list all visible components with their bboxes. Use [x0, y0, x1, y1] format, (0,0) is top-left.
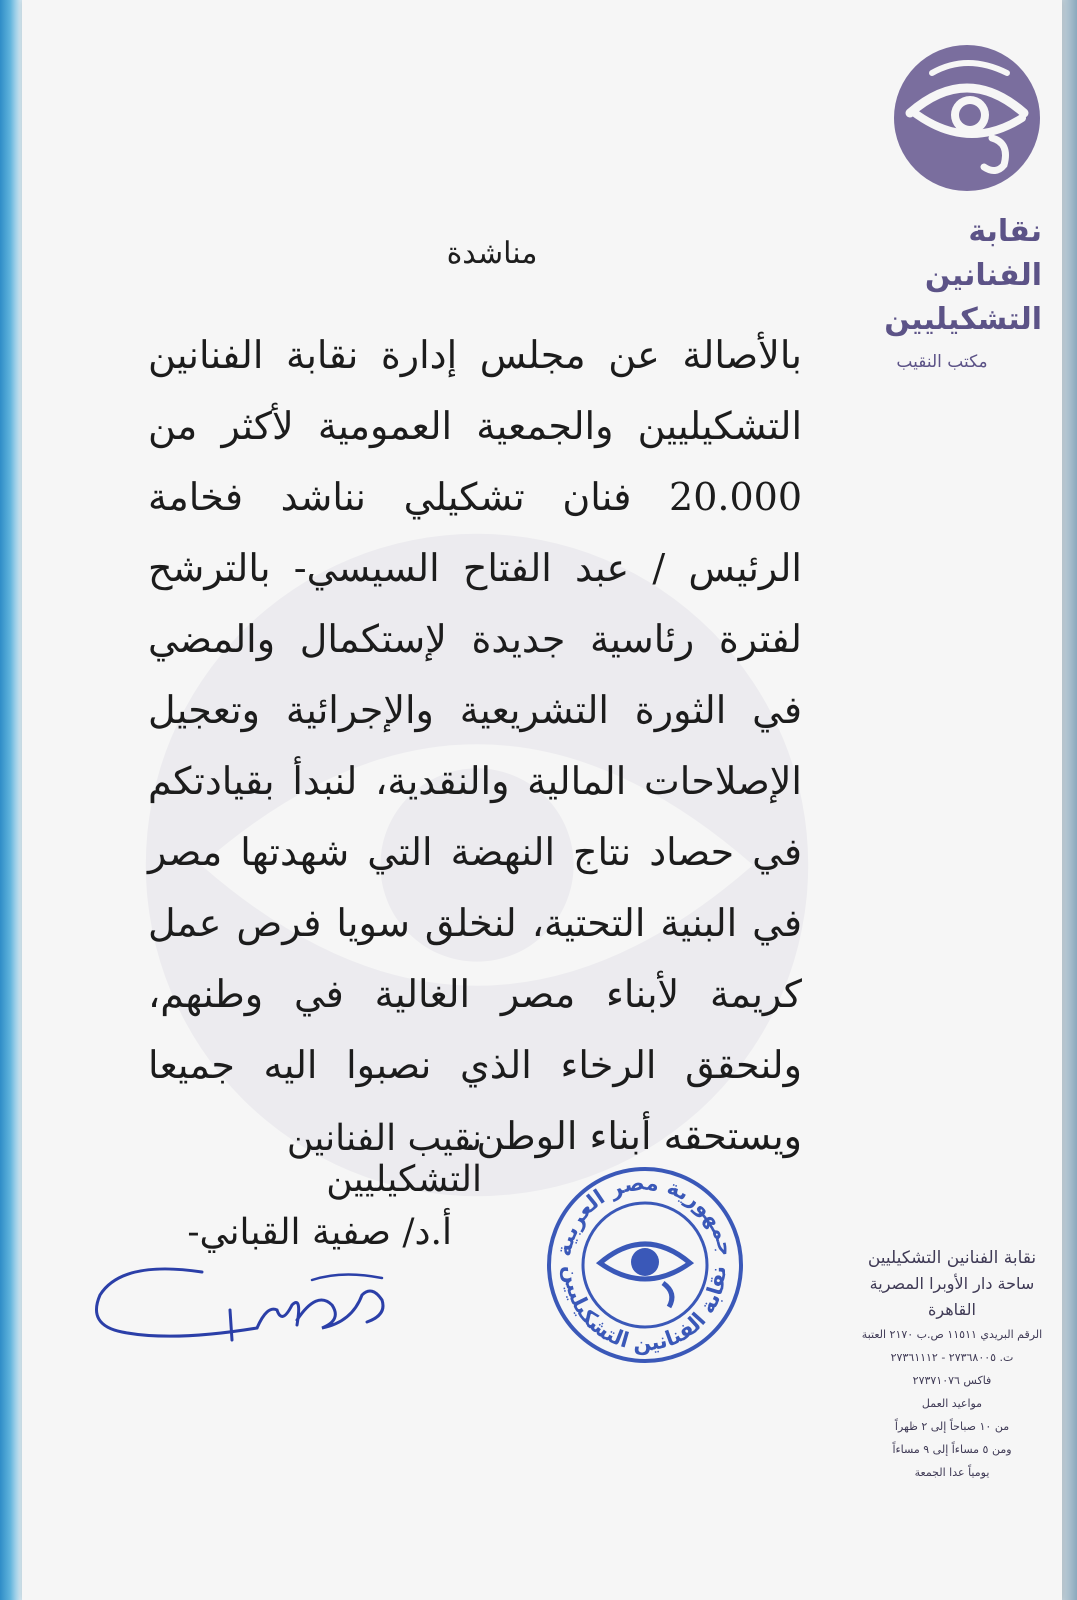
letter-body: بالأصالة عن مجلس إدارة نقابة الفنانين التشكيليين والجمعية العمومية لأكثر من 20.000 فنان تشكيلي نناشد فخامة الرئيس / عبد الفتاح السيسي- بالترشح لفترة رئاسية جديدة لإستكمال والمضي في الثورة التشريعية والإجرائية وتعجيل الإصلاحات المالية والنقدية، لنبدأ بقيادتكم في حصاد نتاج النهضة التي شهدتها مصر في البنية التحتية، لنخلق سويا فرص عمل كريمة لأبناء مصر الغالية في وطنهم، ولنحقق الرخاء الذي نصبوا اليه جميعا ويستحقه أبناء الوطن. [148, 333, 802, 1158]
footer-hours-3: يومياً عدا الجمعة [914, 1466, 990, 1479]
signatory-name: أ.د/ صفية القباني- [187, 1212, 452, 1253]
footer-postal: الرقم البريدي ١١٥١١ ص.ب ٢١٧٠ العتبة [861, 1328, 1043, 1341]
handwritten-signature-icon [82, 1250, 412, 1360]
footer-fax: فاكس ٢٧٣٧١٠٧٦ [912, 1374, 992, 1387]
union-name-line3: التشكيليين [884, 302, 1042, 337]
union-name-line2: الفنانين [924, 258, 1042, 293]
footer-org: نقابة الفنانين التشكيليين [867, 1248, 1037, 1268]
signatory-title: نقيب الفنانين التشكيليين [286, 1118, 482, 1200]
footer-city: القاهرة [928, 1300, 976, 1319]
office-label: مكتب النقيب [896, 352, 988, 372]
footer-hours-1: من ١٠ صباحاً إلى ٢ ظهراً [894, 1420, 1010, 1433]
contact-info [832, 1245, 1072, 1484]
footer-hours-label: مواعيد العمل [921, 1397, 983, 1410]
stamp-bottom-text: نقابة الفنانين التشكيليين [559, 1264, 731, 1356]
official-stamp [545, 1165, 745, 1365]
eye-logo-icon [892, 43, 1042, 193]
letter-title: مناشدة [446, 236, 538, 271]
footer-address: ساحة دار الأوبرا المصرية [869, 1274, 1035, 1293]
union-name-line1: نقابة [968, 214, 1042, 249]
footer-hours-2: ومن ٥ مساءاً إلى ٩ مساءاً [892, 1443, 1012, 1456]
stamp-top-text: جمهورية مصر العربية [551, 1170, 739, 1259]
union-name [862, 210, 1042, 342]
footer-phone: ت. ٢٧٣٦٨٠٠٥ - ٢٧٣٦١١١٢ [890, 1351, 1014, 1364]
letter-sheet [22, 0, 1062, 1600]
